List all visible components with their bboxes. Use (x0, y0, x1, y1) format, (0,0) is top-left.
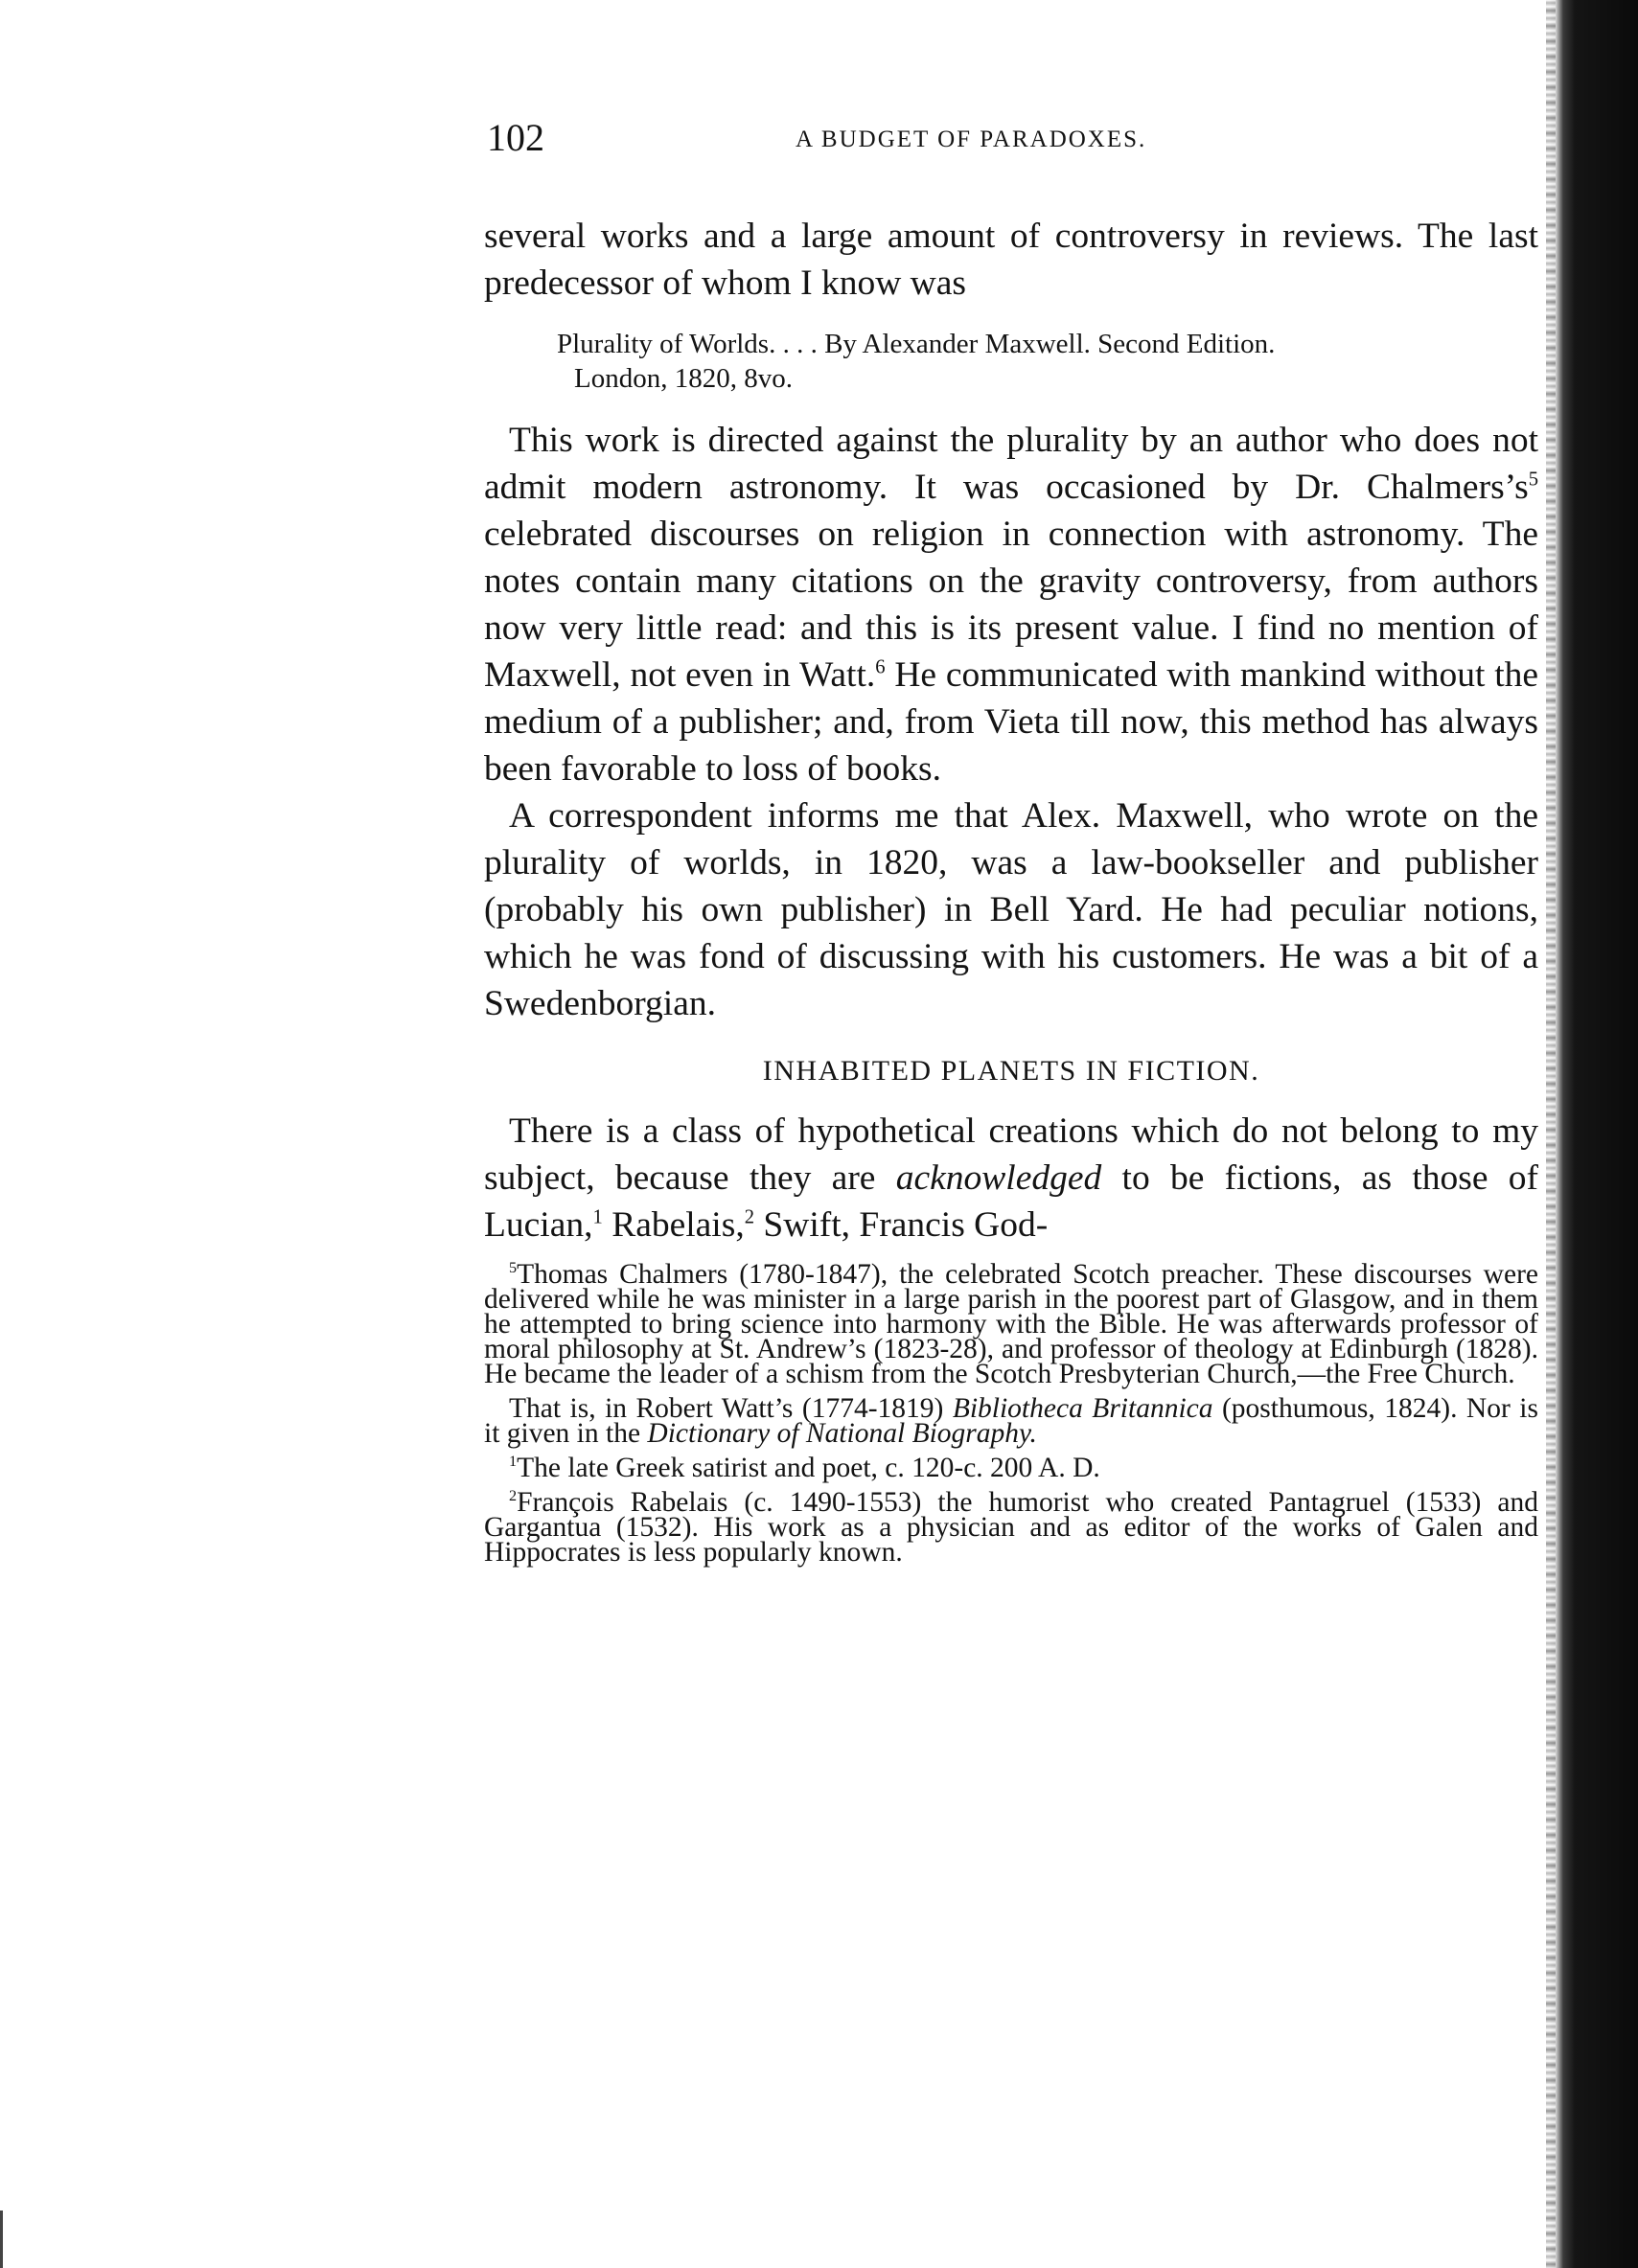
paragraph-text: Swift, Francis God- (754, 1205, 1049, 1245)
footnote-text: Thomas Chalmers (1780-1847), the celebrated Scotch preacher. These discourses were delivered while he was minister in a large parish in the poorest part of Glasgow, and in them he attempted to bring science into harmony with the Bible. He was afterwards professor of moral philosophy at St. Andrew’s (1823-28), and professor of theology at Edinburgh (1828). He became the leader of a schism from the Scotch Presbyterian Church,—the Free Church. (484, 1259, 1538, 1389)
paragraph-continuation: several works and a large amount of controversy in reviews. The last predecessor of whom I know was (484, 217, 1538, 303)
paragraph-text: celebrated discourses on religion in connection with astronomy. The notes contain many citations on the gravity controversy, from authors now very little read: and this is its present value. I find no mention of Maxwell, not even in Watt. (484, 515, 1538, 695)
running-head (484, 105, 1538, 172)
paragraph-text: There is a class of hypothetical creations which do not belong to my subject, because they are (484, 1111, 1538, 1198)
footnote-marker: 5 (509, 1259, 518, 1277)
footnote-marker: 1 (509, 1453, 518, 1471)
footnote-ref-5: 5 (1528, 469, 1538, 491)
paragraph-text: to be fictions, as those of Lucian, (484, 1158, 1538, 1245)
paragraph-text: This work is directed against the plurality by an author who does not admit modern astronomy. It was occasioned by Dr. Chalmers’s (484, 421, 1538, 507)
body-text (484, 213, 1538, 1249)
footnote-marker: 2 (509, 1487, 518, 1505)
paragraph-maxwell-work (484, 417, 1538, 792)
footnote-text: That is, in Robert Watt’s (1774-1819) (509, 1393, 953, 1424)
paragraph-correspondent: A correspondent informs me that Alex. Maxwell, who wrote on the plurality of worlds, in 1820, was a law-bookseller and publisher (probably his own publisher) in Bell Yard. He had peculiar notions, which he was fond of discussing with his customers. He was a bit of a Swedenborgian. (484, 796, 1538, 1023)
citation-line-1: Plurality of Worlds. . . . By Alexander Maxwell. Second Edition. (557, 329, 1276, 359)
footnote-text: François Rabelais (c. 1490-1553) the humorist who created Pantagruel (1533) and Gargantua (1532). His work as a physician and as editor of the works of Galen and Hippocrates is less popularly known. (484, 1487, 1538, 1568)
page-number: 102 (487, 116, 544, 159)
paragraph-text: He communicated with mankind without the medium of a publisher; and, from Vieta till now, this method has always been favorable to loss of books. (484, 655, 1539, 789)
running-title: A BUDGET OF PARADOXES. (796, 126, 1147, 152)
footnote-2 (484, 1487, 1538, 1568)
paragraph-fictions (484, 1108, 1538, 1249)
footnote-1 (484, 1453, 1538, 1483)
section-heading: INHABITED PLANETS IN FICTION. (762, 1055, 1260, 1087)
footnotes (484, 1259, 1538, 1568)
footnote-emphasis: Bibliotheca Britannica (952, 1393, 1213, 1424)
footnote-ref-6: 6 (875, 656, 886, 678)
book-spine-shadow (1550, 0, 1638, 2268)
footnote-emphasis: Dictionary of National Biography. (647, 1418, 1037, 1449)
footnote-text: (posthumous, 1824). Nor is it given in the (484, 1393, 1538, 1449)
book-page (484, 105, 1538, 1574)
scan-margin-mark (0, 2211, 3, 2268)
book-citation (557, 327, 1538, 396)
citation-line-2: London, 1820, 8vo. (574, 363, 793, 394)
page-edge (1546, 0, 1556, 2268)
footnote-text: The late Greek satirist and poet, c. 120-c. 200 A. D. (517, 1453, 1100, 1483)
emphasis-text: acknowledged (895, 1158, 1102, 1198)
paragraph-text: Rabelais, (602, 1205, 745, 1245)
footnote-6 (484, 1393, 1538, 1449)
footnote-ref-1: 1 (592, 1206, 603, 1228)
footnote-5 (484, 1259, 1538, 1389)
footnote-ref-2: 2 (744, 1206, 755, 1228)
